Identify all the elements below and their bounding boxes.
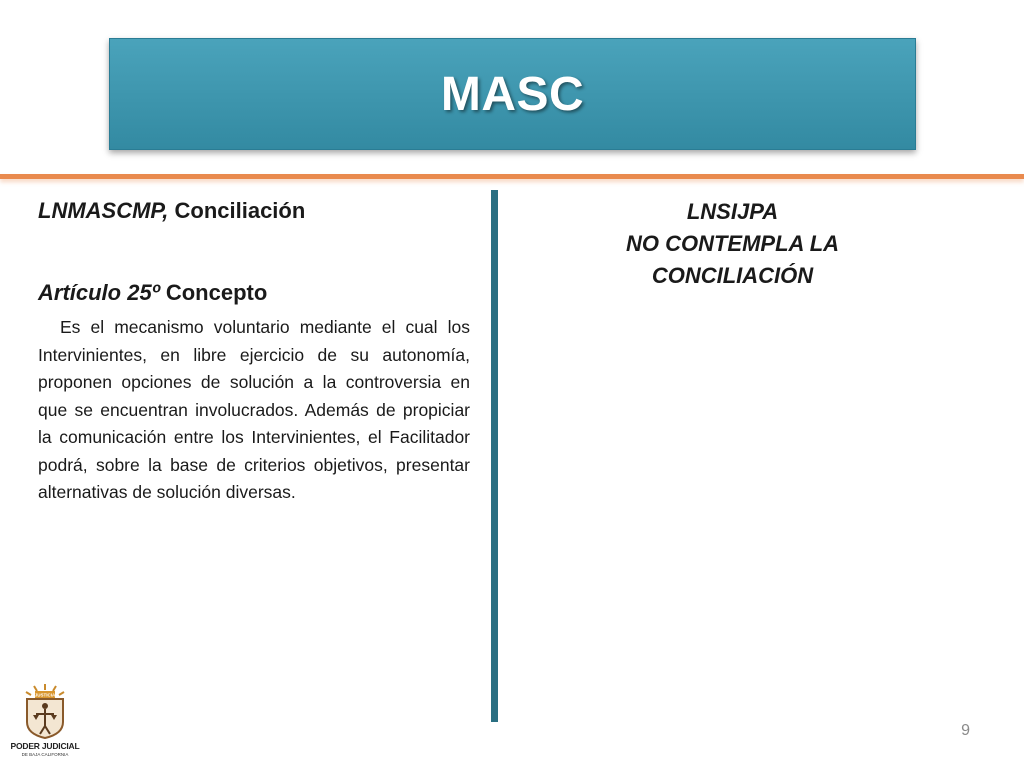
- left-column: [38, 196, 470, 507]
- slide-title: MASC: [440, 67, 585, 121]
- right-note-line1: NO CONTEMPLA LA: [625, 231, 840, 256]
- law-heading: [38, 196, 470, 226]
- right-heading: LNSIJPA: [686, 199, 779, 224]
- right-note-line2: CONCILIACIÓN: [651, 263, 814, 288]
- logo-name: PODER JUDICIAL: [10, 741, 80, 751]
- title-banner: [109, 38, 916, 150]
- column-divider: [491, 190, 498, 722]
- law-topic: Conciliación: [168, 198, 306, 223]
- page-number: 9: [961, 722, 970, 739]
- logo-subtitle: DE BAJA CALIFORNIA: [21, 752, 69, 757]
- article-body: Es el mecanismo voluntario mediante el cual los Intervinientes, en libre ejercicio de su autonomía, proponen opciones de solución a la controversia en que se encuentran involucrados. Además de propiciar la comunicación entre los Intervinientes, el Facilitador podrá, sobre la base de criterios objetivos, presentar alternativas de solución diversas.: [38, 317, 470, 502]
- article-topic: Concepto: [159, 280, 268, 305]
- seal-badge-text: JUSTICIA: [34, 692, 56, 698]
- judicial-seal-icon: [10, 682, 80, 740]
- article-number: Artículo 25º: [38, 280, 160, 305]
- accent-rule: [0, 174, 1024, 179]
- article-heading: [38, 278, 470, 308]
- law-name: LNMASCMP,: [38, 198, 169, 223]
- poder-judicial-logo: [10, 682, 80, 762]
- right-column: [560, 196, 905, 292]
